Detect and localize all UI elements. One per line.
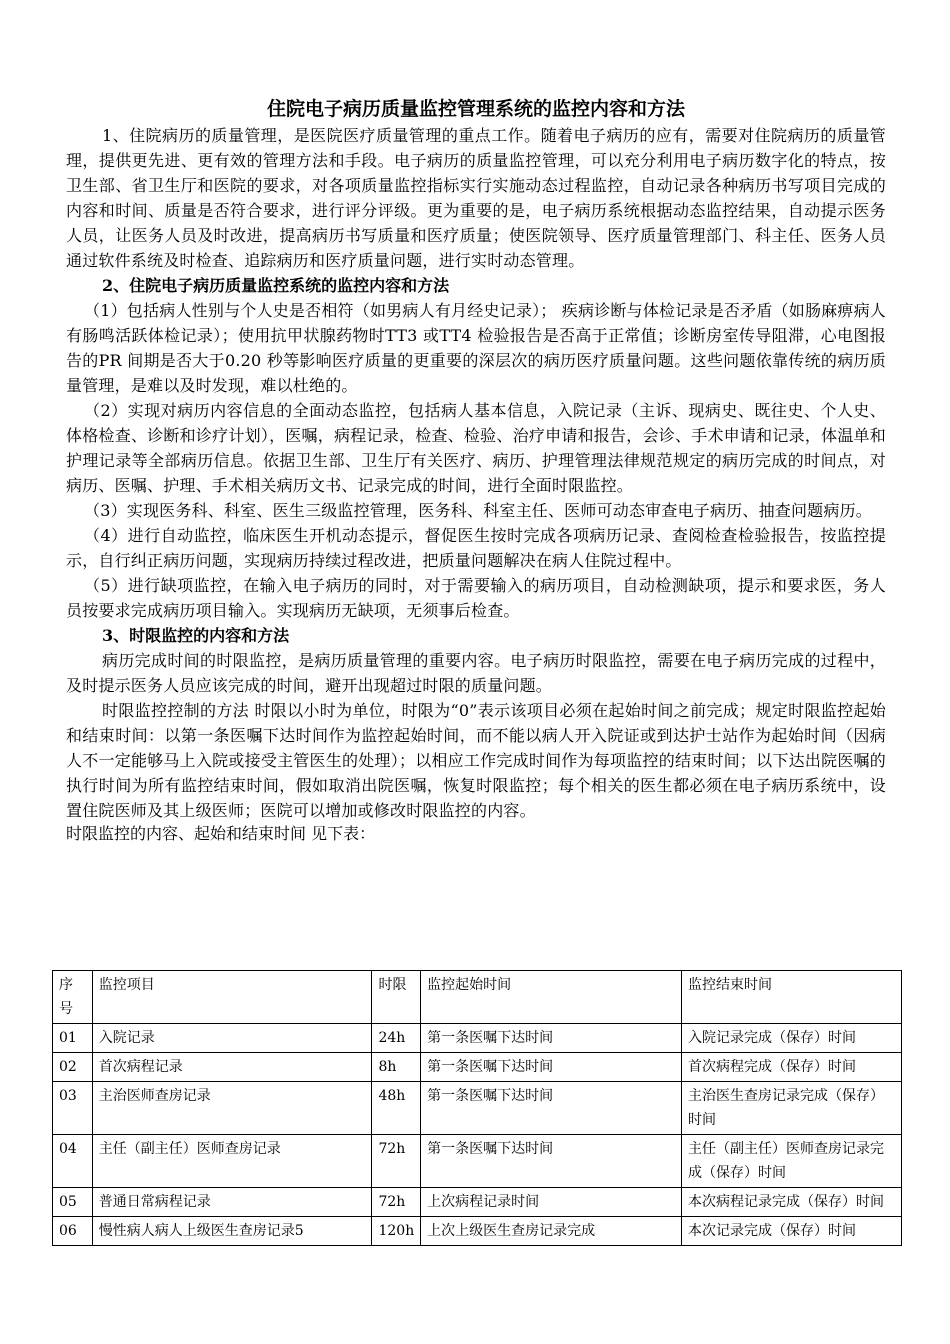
table-cell: 上次上级医生查房记录完成 [421, 1217, 682, 1246]
table-cell: 主治医师查房记录 [92, 1082, 372, 1135]
header-cell: 时限 [372, 971, 421, 1024]
table-cell: 8h [372, 1053, 421, 1082]
table-cell: 06 [53, 1217, 93, 1246]
table-cell: 120h [372, 1217, 421, 1246]
table-cell: 04 [53, 1135, 93, 1188]
header-cell: 监控结束时间 [682, 971, 902, 1024]
table-cell: 上次病程记录时间 [421, 1188, 682, 1217]
table-cell: 第一条医嘱下达时间 [421, 1082, 682, 1135]
item-5-paragraph: （5）进行缺项监控，在输入电子病历的同时，对于需要输入的病历项目，自动检测缺项，提示和要求医，务人员按要求完成病历项目输入。实现病历无缺项，无须事后检查。 [66, 576, 886, 620]
table-row [53, 1135, 902, 1188]
section-2-heading: 2、住院电子病历质量监控系统的监控内容和方法 [102, 276, 450, 295]
table-row [53, 1217, 902, 1246]
header-cell: 监控项目 [92, 971, 372, 1024]
section-3-paragraph-b: 时限监控控制的方法 时限以小时为单位，时限为“0”表示该项目必须在起始时间之前完成；规定时限监控起始和结束时间：以第一条医嘱下达时间作为监控起始时间，而不能以病人开入院证或到达护士站作为起始时间（因病人不一定能够马上入院或接受主管医生的处理）；以相应工作完成时间作为每项监控的结束时间；以下达出院医嘱的执行时间为所有监控结束时间，假如取消出院医嘱，恢复时限监控；每个相关的医生都必须在电子病历系统中，设置住院医师及其上级医师；医院可以增加或修改时限监控的内容。 [66, 701, 886, 820]
time-limit-table [52, 970, 902, 1246]
document-body [66, 95, 886, 845]
table-cell: 第一条医嘱下达时间 [421, 1135, 682, 1188]
table-cell: 第一条医嘱下达时间 [421, 1024, 682, 1053]
table-cell: 72h [372, 1135, 421, 1188]
table-cell: 普通日常病程记录 [92, 1188, 372, 1217]
table-cell: 01 [53, 1024, 93, 1053]
table-cell: 48h [372, 1082, 421, 1135]
table-cell: 03 [53, 1082, 93, 1135]
item-4-paragraph: （4）进行自动监控，临床医生开机动态提示，督促医生按时完成各项病历记录、查阅检查检验报告，按监控提示，自行纠正病历问题，实现病历持续过程改进，把质量问题解决在病人住院过程中。 [66, 526, 886, 570]
header-cell: 监控起始时间 [421, 971, 682, 1024]
item-3-paragraph: （3）实现医务科、科室、医生三级监控管理，医务科、科室主任、医师可动态审查电子病历、抽查问题病历。 [84, 501, 872, 520]
table-cell: 主任（副主任）医师查房记录完成（保存）时间 [682, 1135, 902, 1188]
section-3-heading: 3、时限监控的内容和方法 [102, 626, 290, 645]
table-row [53, 1024, 902, 1053]
table-header-row [53, 971, 902, 1024]
table-cell: 入院记录 [92, 1024, 372, 1053]
table-row [53, 1188, 902, 1217]
table-cell: 本次病程记录完成（保存）时间 [682, 1188, 902, 1217]
table-cell: 主治医生查房记录完成（保存）时间 [682, 1082, 902, 1135]
section-1-paragraph: 1、住院病历的质量管理，是医院医疗质量管理的重点工作。随着电子病历的应有，需要对住院病历的质量管理，提供更先进、更有效的管理方法和手段。电子病历的质量监控管理，可以充分利用电子病历数字化的特点，按卫生部、省卫生厅和医院的要求，对各项质量监控指标实行实施动态过程监控，自动记录各种病历书写项目完成的内容和时间、质量是否符合要求，进行评分评级。更为重要的是，电子病历系统根据动态监控结果，自动提示医务人员，让医务人员及时改进，提高病历书写质量和医疗质量；使医院领导、医疗质量管理部门、科主任、医务人员通过软件系统及时检查、追踪病历和医疗质量问题，进行实时动态管理。 [66, 126, 886, 270]
header-cell: 序号 [53, 971, 93, 1024]
table-cell: 主任（副主任）医师查房记录 [92, 1135, 372, 1188]
table-cell: 72h [372, 1188, 421, 1217]
table-cell: 24h [372, 1024, 421, 1053]
table-cell: 第一条医嘱下达时间 [421, 1053, 682, 1082]
table-cell: 首次病程记录 [92, 1053, 372, 1082]
item-1-paragraph: （1）包括病人性别与个人史是否相符（如男病人有月经史记录）； 疾病诊断与体检记录是否矛盾（如肠麻痹病人有肠鸣活跃体检记录）；使用抗甲状腺药物时TT3 或TT4 检验报告是否高于正常值；诊断房室传导阻滞，心电图报告的PR 间期是否大于0.20 秒等影响医疗质量的更重要的深层次的病历医疗质量问题。这些问题依靠传统的病历质量管理，是难以及时发现，难以杜绝的。 [66, 301, 886, 395]
table-cell: 05 [53, 1188, 93, 1217]
table-row [53, 1053, 902, 1082]
table-cell: 02 [53, 1053, 93, 1082]
table-cell: 首次病程完成（保存）时间 [682, 1053, 902, 1082]
document-title: 住院电子病历质量监控管理系统的监控内容和方法 [266, 98, 685, 120]
table-cell: 本次记录完成（保存）时间 [682, 1217, 902, 1246]
section-3-paragraph-a: 病历完成时间的时限监控，是病历质量管理的重要内容。电子病历时限监控，需要在电子病历完成的过程中，及时提示医务人员应该完成的时间，避开出现超过时限的质量问题。 [66, 651, 886, 695]
table-row [53, 1082, 902, 1135]
table-caption: 时限监控的内容、起始和结束时间 见下表： [66, 824, 376, 843]
table-cell: 慢性病人病人上级医生查房记录5 [92, 1217, 372, 1246]
item-2-paragraph: （2）实现对病历内容信息的全面动态监控，包括病人基本信息，入院记录（主诉、现病史、既往史、个人史、体格检查、诊断和诊疗计划），医嘱，病程记录，检查、检验、治疗申请和报告，会诊、手术申请和记录，体温单和护理记录等全部病历信息。依据卫生部、卫生厅有关医疗、病历、护理管理法律规范规定的病历完成的时间点，对病历、医嘱、护理、手术相关病历文书、记录完成的时间，进行全面时限监控。 [66, 401, 886, 495]
table-cell: 入院记录完成（保存）时间 [682, 1024, 902, 1053]
